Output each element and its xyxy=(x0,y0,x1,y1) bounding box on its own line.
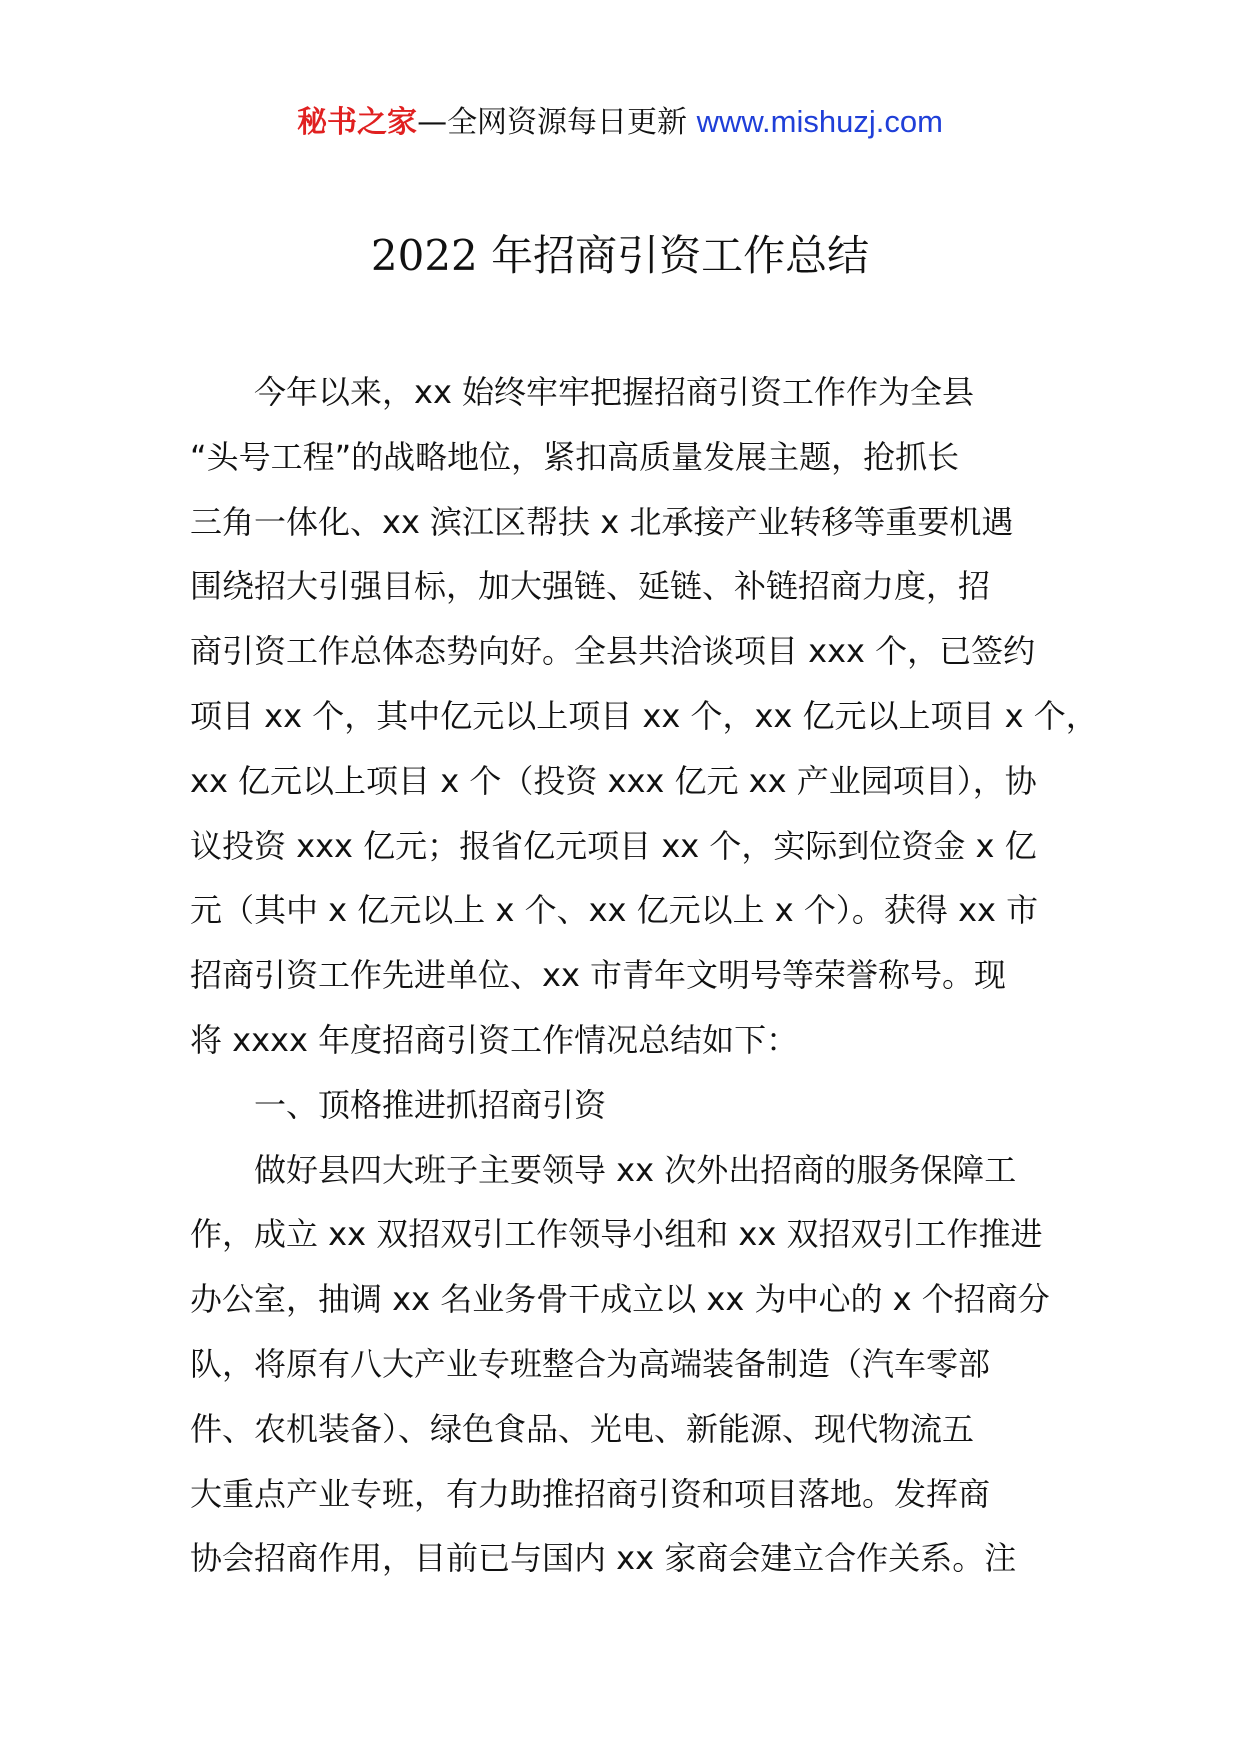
body-line: 商引资工作总体态势向好。全县共洽谈项目 xxx 个，已签约 xyxy=(190,632,1036,671)
body-line: “头号工程”的战略地位，紧扣高质量发展主题，抢抓长 xyxy=(190,437,960,476)
body-line: 招商引资工作先进单位、xx 市青年文明号等荣誉称号。现 xyxy=(190,956,1007,995)
body-line: 队，将原有八大产业专班整合为高端装备制造（汽车零部 xyxy=(190,1344,991,1383)
body-line: 今年以来，xx 始终牢牢把握招商引资工作作为全县 xyxy=(190,373,975,411)
body-line: xx 亿元以上项目 x 个（投资 xxx 亿元 xx 产业园项目），协 xyxy=(190,761,1037,800)
body-line: 协会招商作用，目前已与国内 xx 家商会建立合作关系。注 xyxy=(190,1539,1017,1578)
document-title: 2022 年招商引资工作总结 xyxy=(370,231,870,280)
site-url: www.mishuzj.com xyxy=(696,104,943,139)
body-line: 大重点产业专班，有力助推招商引资和项目落地。发挥商 xyxy=(190,1474,991,1513)
body-line: 议投资 xxx 亿元；报省亿元项目 xx 个，实际到位资金 x 亿 xyxy=(190,826,1037,865)
body-line: 三角一体化、xx 滨江区帮扶 x 北承接产业转移等重要机遇 xyxy=(190,502,1014,541)
body-line: 办公室，抽调 xx 名业务骨干成立以 xx 为中心的 x 个招商分 xyxy=(190,1280,1050,1319)
site-header xyxy=(0,102,1240,143)
body-line: 做好县四大班子主要领导 xx 次外出招商的服务保障工 xyxy=(190,1150,1017,1189)
body-line: 元（其中 x 亿元以上 x 个、xx 亿元以上 x 个）。获得 xx 市 xyxy=(190,891,1039,930)
document-body xyxy=(190,360,1098,1591)
body-line: 作，成立 xx 双招双引工作领导小组和 xx 双招双引工作推进 xyxy=(190,1215,1043,1254)
body-line: 件、农机装备）、绿色食品、光电、新能源、现代物流五 xyxy=(190,1409,975,1448)
body-line: 项目 xx 个，其中亿元以上项目 xx 个，xx 亿元以上项目 x 个， xyxy=(190,696,1098,735)
body-line: 将 xxxx 年度招商引资工作情况总结如下： xyxy=(190,1020,799,1059)
body-line: 一、顶格推进抓招商引资 xyxy=(190,1085,607,1124)
site-brand: 秘书之家 xyxy=(297,105,418,140)
site-tagline: —全网资源每日更新 xyxy=(417,105,697,140)
body-line: 围绕招大引强目标，加大强链、延链、补链招商力度，招 xyxy=(190,567,991,606)
